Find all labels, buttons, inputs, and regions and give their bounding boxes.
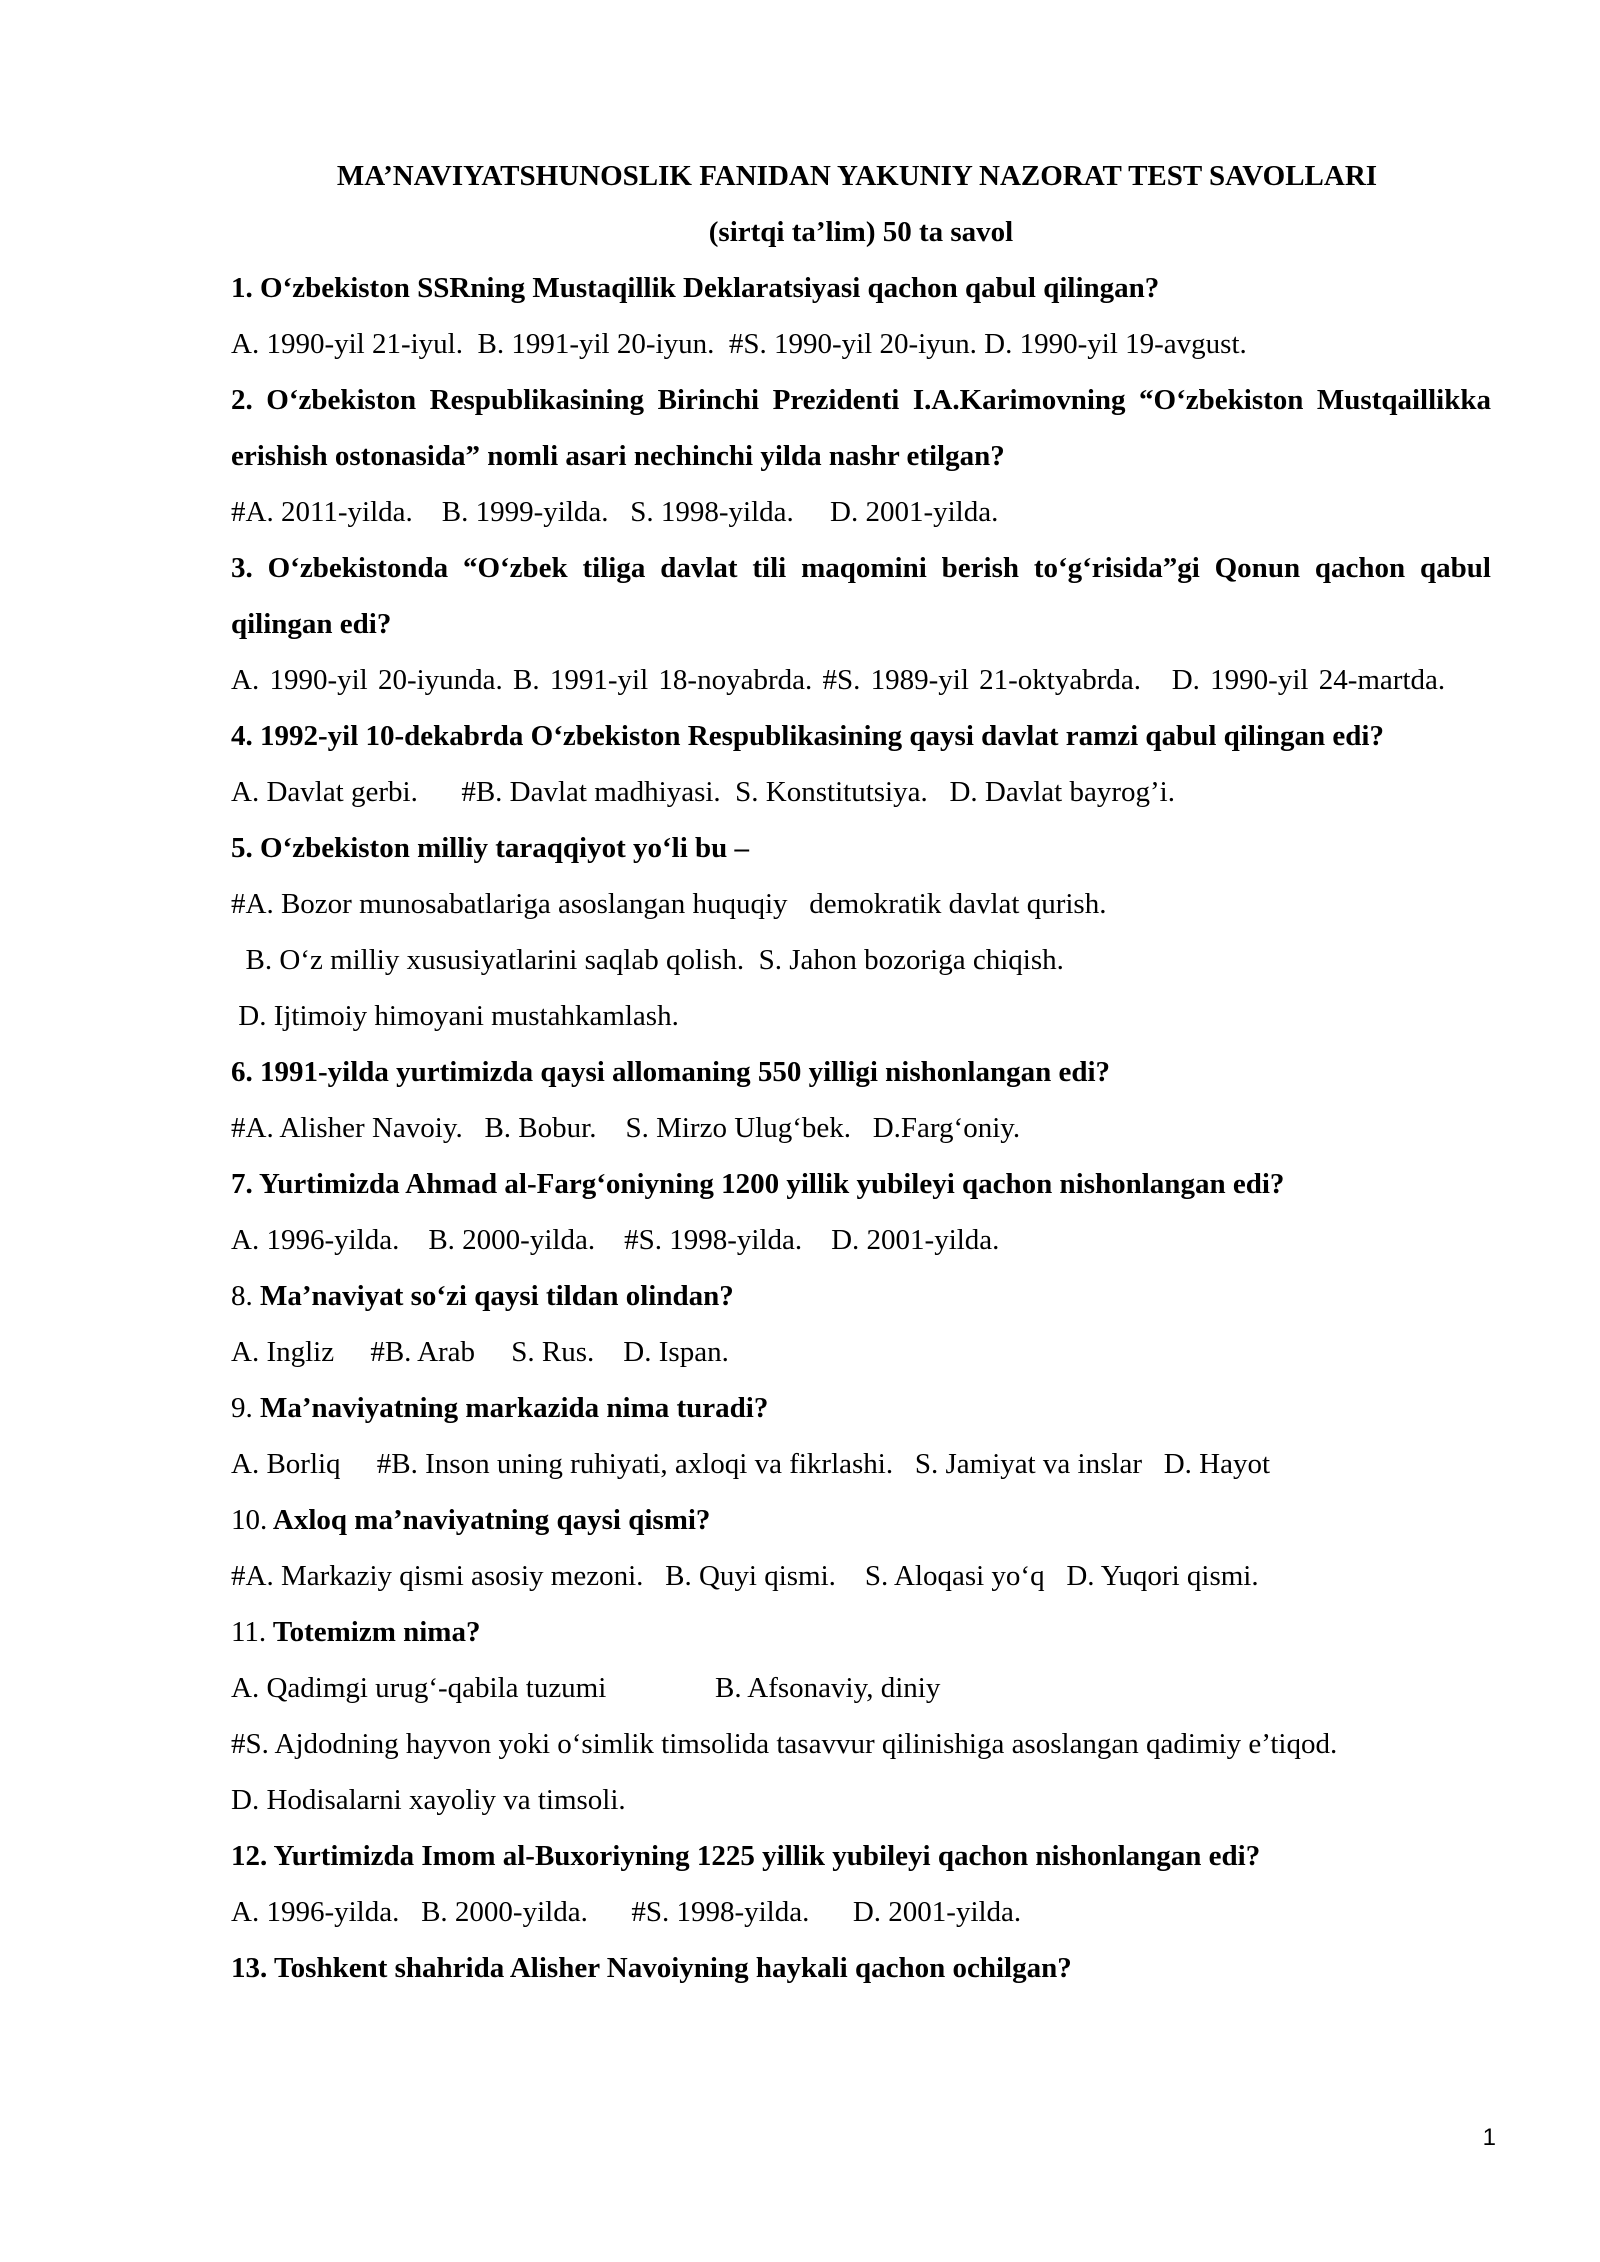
answer-options: A. Davlat gerbi. #B. Davlat madhiyasi. S. Konstitutsiya. D. Davlat bayrog’i. bbox=[231, 776, 1175, 808]
answer-options: B. O‘z milliy xususiyatlarini saqlab qolish. S. Jahon bozoriga chiqish. bbox=[231, 944, 1064, 976]
question-body: 1992-yil 10-dekabrda O‘zbekiston Respublikasining qaysi davlat ramzi qabul qilingan edi? bbox=[260, 720, 1384, 752]
document-subtitle: (sirtqi ta’lim) 50 ta savol bbox=[708, 216, 1014, 248]
document-body bbox=[231, 148, 1491, 1996]
answer-options: A. 1996-yilda. B. 2000-yilda. #S. 1998-yilda. D. 2001-yilda. bbox=[231, 1896, 1022, 1928]
answer-options: A. 1990-yil 20-iyunda. B. 1991-yil 18-noyabrda. #S. 1989-yil 21-oktyabrda. D. 1990-yil 24-martda. bbox=[231, 664, 1446, 696]
question-body: O‘zbekistonda “O‘zbek tiliga davlat tili maqomini berish to‘g‘risida”gi Qonun qachon qabul qilingan edi? bbox=[231, 552, 1491, 640]
question-number: 13. bbox=[231, 1952, 268, 1984]
question-text bbox=[231, 820, 1491, 876]
question-body: Yurtimizda Ahmad al-Farg‘oniyning 1200 yillik yubileyi qachon nishonlangan edi? bbox=[258, 1168, 1285, 1200]
question-body: Ma’naviyat so‘zi qaysi tildan olindan? bbox=[260, 1280, 734, 1312]
question-body: O‘zbekiston Respublikasining Birinchi Prezidenti I.A.Karimovning “O‘zbekiston Mustqaillikka erishish ostonasida” nomli asari nechinchi yilda nashr etilgan? bbox=[231, 384, 1491, 472]
question-body: O‘zbekiston milliy taraqqiyot yo‘li bu – bbox=[260, 832, 750, 864]
question-text bbox=[231, 1156, 1491, 1212]
question-number: 2. bbox=[231, 384, 253, 416]
answer-options: A. Ingliz #B. Arab S. Rus. D. Ispan. bbox=[231, 1336, 729, 1368]
question-number: 3. bbox=[231, 552, 253, 584]
answer-options: A. 1996-yilda. B. 2000-yilda. #S. 1998-yilda. D. 2001-yilda. bbox=[231, 1224, 1000, 1256]
question-text bbox=[231, 1940, 1491, 1996]
answer-options: #A. 2011-yilda. B. 1999-yilda. S. 1998-yilda. D. 2001-yilda. bbox=[231, 496, 999, 528]
question-list bbox=[231, 260, 1491, 1996]
question-number: 8. bbox=[231, 1280, 253, 1312]
question-text bbox=[231, 260, 1491, 316]
answer-options: #A. Bozor munosabatlariga asoslangan huquqiy demokratik davlat qurish. bbox=[231, 888, 1107, 920]
question-body: Ma’naviyatning markazida nima turadi? bbox=[260, 1392, 769, 1424]
question-number: 7. bbox=[231, 1168, 253, 1200]
question-text bbox=[231, 540, 1491, 652]
question-number: 11. bbox=[231, 1616, 267, 1648]
question-number: 5. bbox=[231, 832, 253, 864]
answer-options: #A. Markaziy qismi asosiy mezoni. B. Quyi qismi. S. Aloqasi yo‘q D. Yuqori qismi. bbox=[231, 1560, 1259, 1592]
question-number: 4. bbox=[231, 720, 253, 752]
question-text bbox=[231, 1044, 1491, 1100]
document-title: MA’NAVIYATSHUNOSLIK FANIDAN YAKUNIY NAZORAT TEST SAVOLLARI bbox=[336, 160, 1378, 192]
question-text bbox=[231, 1828, 1491, 1884]
answer-options: #A. Alisher Navoiy. B. Bobur. S. Mirzo Ulug‘bek. D.Farg‘oniy. bbox=[231, 1112, 1021, 1144]
question-number: 12. bbox=[231, 1840, 268, 1872]
answer-options: #S. Ajdodning hayvon yoki o‘simlik timsolida tasavvur qilinishiga asoslangan qadimiy e’tiqod. bbox=[231, 1728, 1338, 1760]
question-text bbox=[231, 372, 1491, 484]
question-body: Axloq ma’naviyatning qaysi qismi? bbox=[272, 1504, 711, 1536]
question-text bbox=[231, 1492, 1491, 1548]
question-text bbox=[231, 1268, 1491, 1324]
question-number: 6. bbox=[231, 1056, 253, 1088]
question-number: 10. bbox=[231, 1504, 268, 1536]
page-number: 1 bbox=[1482, 2124, 1496, 2151]
question-body: O‘zbekiston SSRning Mustaqillik Deklaratsiyasi qachon qabul qilingan? bbox=[260, 272, 1160, 304]
question-body: Yurtimizda Imom al-Buxoriyning 1225 yillik yubileyi qachon nishonlangan edi? bbox=[273, 1840, 1261, 1872]
answer-options: D. Ijtimoiy himoyani mustahkamlash. bbox=[231, 1000, 679, 1032]
question-body: Toshkent shahrida Alisher Navoiyning haykali qachon ochilgan? bbox=[273, 1952, 1072, 1984]
question-number: 9. bbox=[231, 1392, 253, 1424]
answer-options: A. Borliq #B. Inson uning ruhiyati, axloqi va fikrlashi. S. Jamiyat va inslar D. Hayot bbox=[231, 1448, 1271, 1480]
question-text bbox=[231, 1380, 1491, 1436]
question-text bbox=[231, 708, 1491, 764]
question-text bbox=[231, 1604, 1491, 1660]
answer-options: A. 1990-yil 21-iyul. B. 1991-yil 20-iyun. #S. 1990-yil 20-iyun. D. 1990-yil 19-avgust. bbox=[231, 328, 1247, 360]
question-body: Totemizm nima? bbox=[272, 1616, 481, 1648]
question-number: 1. bbox=[231, 272, 253, 304]
answer-options: D. Hodisalarni xayoliy va timsoli. bbox=[231, 1784, 626, 1816]
answer-options: A. Qadimgi urug‘-qabila tuzumi B. Afsonaviy, diniy bbox=[231, 1672, 941, 1704]
question-body: 1991-yilda yurtimizda qaysi allomaning 550 yilligi nishonlangan edi? bbox=[260, 1056, 1111, 1088]
